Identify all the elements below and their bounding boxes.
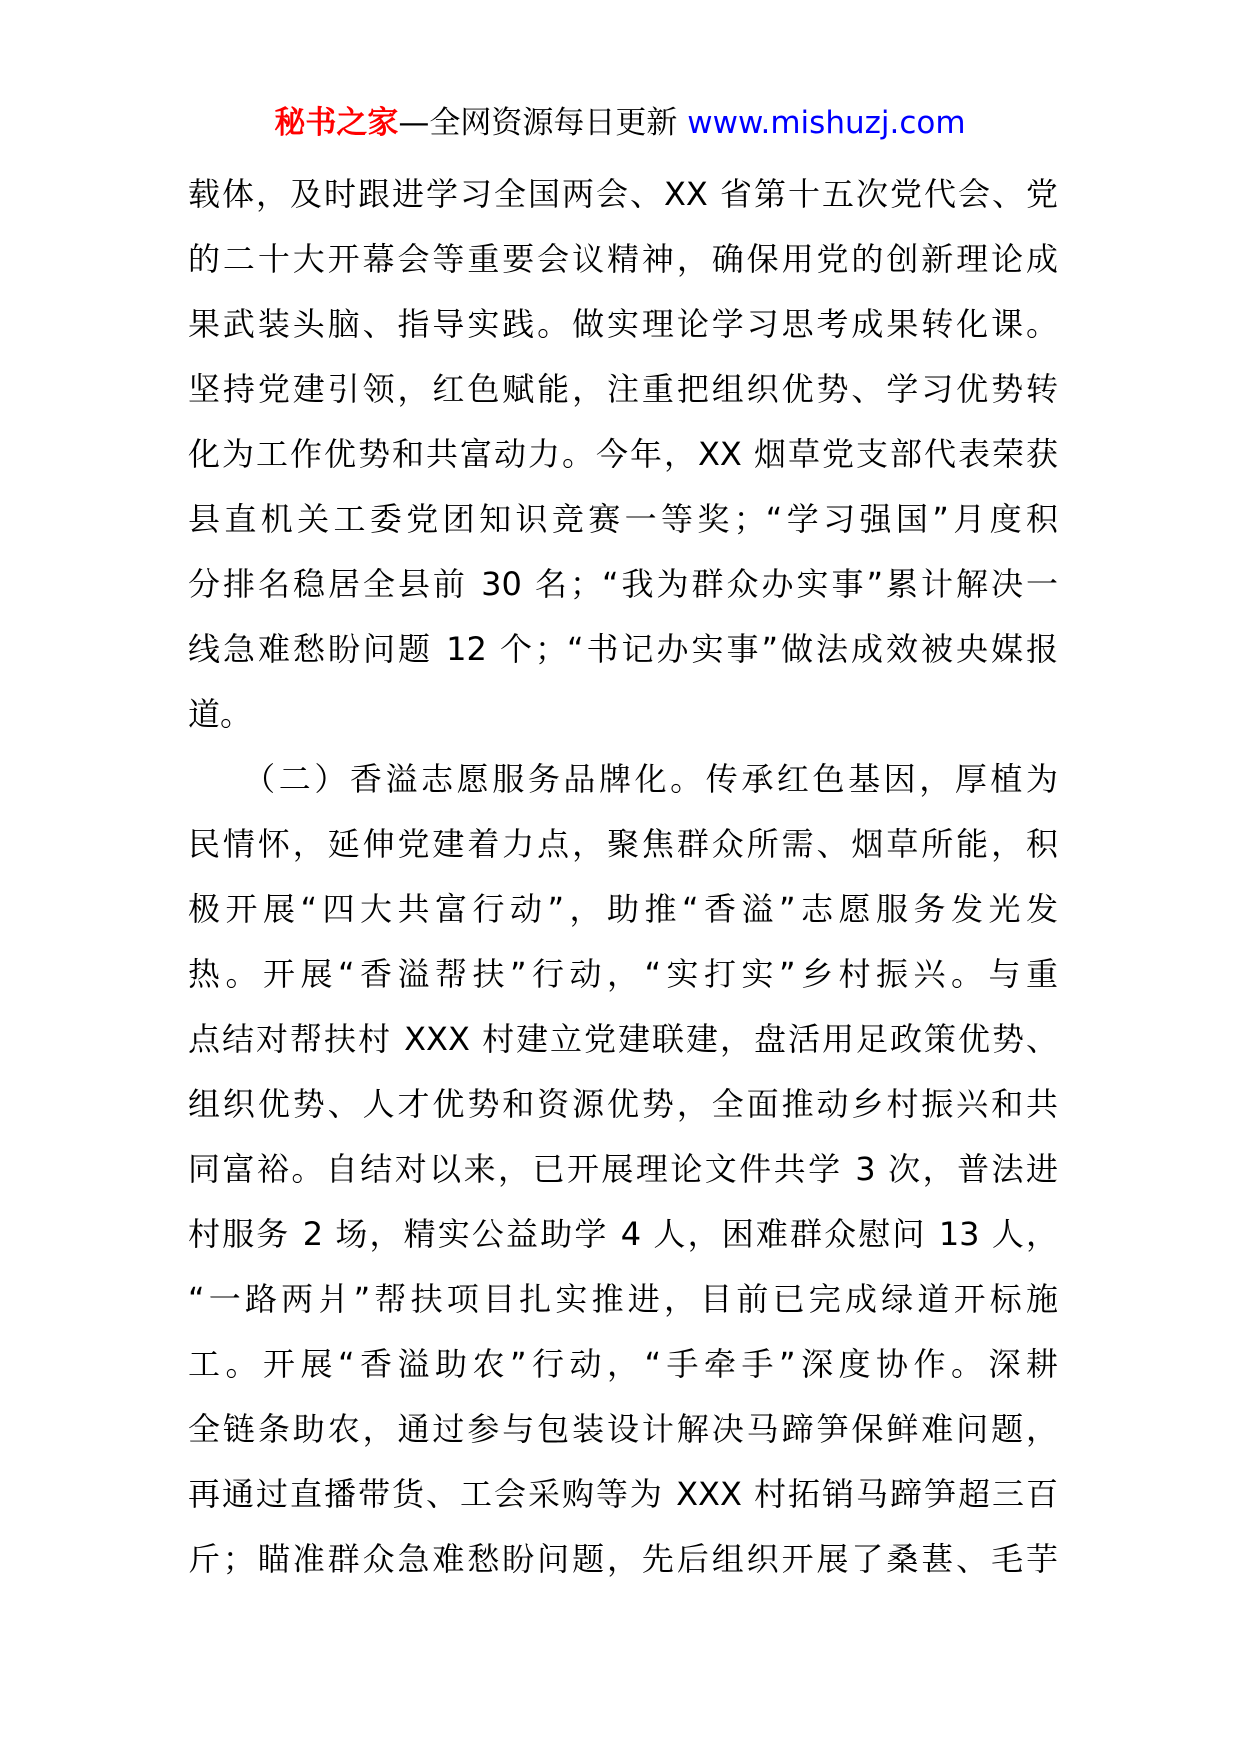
text-line: 热。开展“香溢帮扶”行动，“实打实”乡村振兴。与重: [188, 955, 1058, 993]
brand-name: 秘书之家: [274, 105, 399, 141]
text-line: 载体，及时跟进学习全国两会、XX 省第十五次党代会、党: [188, 175, 1058, 213]
header-tagline: —全网资源每日更新: [398, 105, 688, 141]
text-line: 全链条助农，通过参与包装设计解决马蹄笋保鲜难问题，: [188, 1410, 1058, 1448]
text-line: 民情怀，延伸党建着力点，聚焦群众所需、烟草所能，积: [188, 825, 1058, 863]
text-line: 线急难愁盼问题 12 个；“书记办实事”做法成效被央媒报: [188, 630, 1058, 668]
text-line: 再通过直播带货、工会采购等为 XXX 村拓销马蹄笋超三百: [188, 1475, 1058, 1513]
text-line: 坚持党建引领，红色赋能，注重把组织优势、学习优势转: [188, 370, 1058, 408]
text-line: 点结对帮扶村 XXX 村建立党建联建，盘活用足政策优势、: [188, 1020, 1058, 1058]
text-line: 道。: [188, 695, 253, 733]
text-line: 极开展“四大共富行动”，助推“香溢”志愿服务发光发: [188, 890, 1058, 928]
page-header: [0, 101, 1240, 145]
text-line: 工。开展“香溢助农”行动，“手牵手”深度协作。深耕: [188, 1345, 1058, 1383]
text-line: 组织优势、人才优势和资源优势，全面推动乡村振兴和共: [188, 1085, 1058, 1123]
website-url[interactable]: www.mishuzj.com: [687, 105, 966, 141]
text-line: 的二十大开幕会等重要会议精神，确保用党的创新理论成: [188, 240, 1058, 278]
text-line: 村服务 2 场，精实公益助学 4 人，困难群众慰问 13 人，: [188, 1215, 1058, 1253]
text-line: “一路两爿”帮扶项目扎实推进，目前已完成绿道开标施: [188, 1280, 1058, 1318]
text-line: 同富裕。自结对以来，已开展理论文件共学 3 次，普法进: [188, 1150, 1058, 1188]
text-line: 果武装头脑、指导实践。做实理论学习思考成果转化课。: [188, 305, 1058, 343]
section-heading-line: （二）香溢志愿服务品牌化。传承红色基因，厚植为: [188, 760, 1058, 798]
body-text: [188, 162, 1058, 1592]
text-line: 斤；瞄准群众急难愁盼问题，先后组织开展了桑葚、毛芋: [188, 1540, 1058, 1578]
text-line: 县直机关工委党团知识竞赛一等奖；“学习强国”月度积: [188, 500, 1058, 538]
text-line: 化为工作优势和共富动力。今年，XX 烟草党支部代表荣获: [188, 435, 1058, 473]
text-line: 分排名稳居全县前 30 名；“我为群众办实事”累计解决一: [188, 565, 1058, 603]
